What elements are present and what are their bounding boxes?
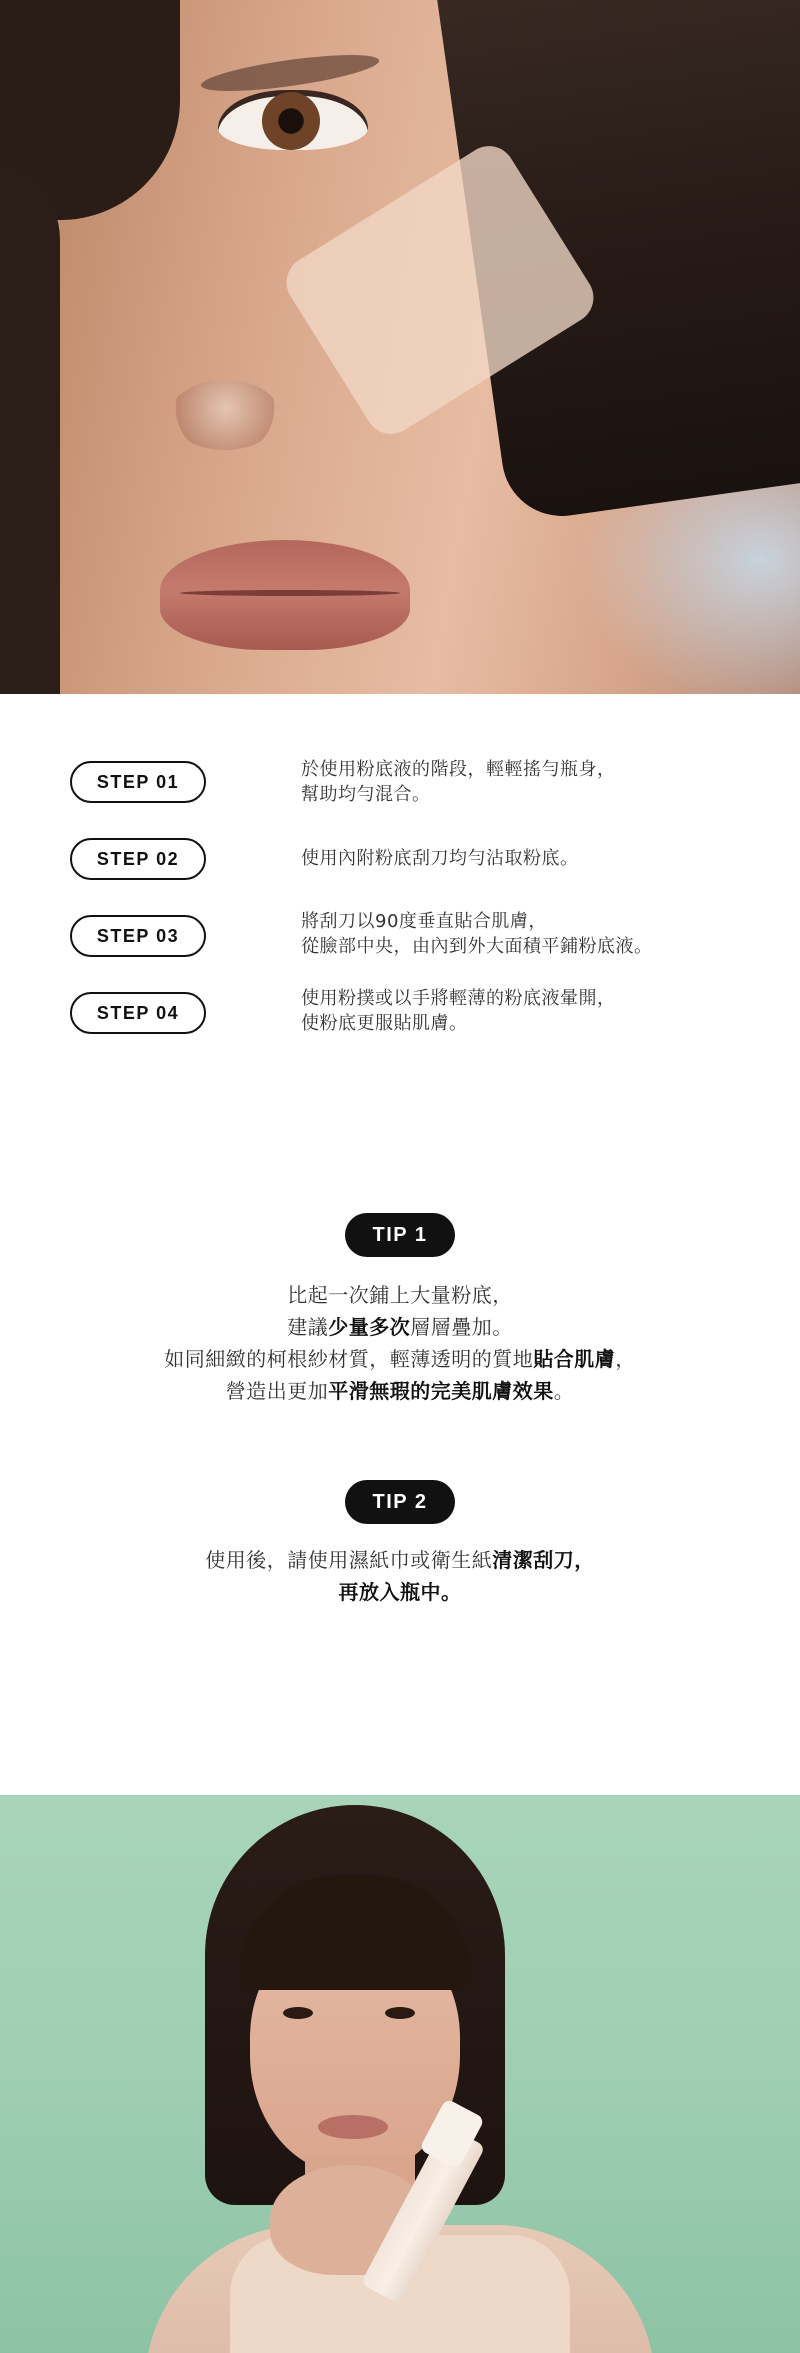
tip-line — [0, 1343, 800, 1375]
tip-emphasis: 少量多次 — [328, 1315, 411, 1339]
tip-text: 如同細緻的柯根紗材質，輕薄透明的質地 — [164, 1347, 534, 1371]
tip-text: 使用後，請使用濕紙巾或衛生紙 — [205, 1548, 493, 1572]
tip-line — [0, 1375, 800, 1407]
step-line: 使粉底更服貼肌膚。 — [301, 1013, 468, 1034]
tip-text: 建議 — [287, 1315, 329, 1339]
step-line: 將刮刀以90度垂直貼合肌膚， — [301, 911, 547, 932]
tip-line — [0, 1544, 800, 1576]
tip-emphasis: 貼合肌膚 — [533, 1347, 616, 1371]
tip-1-text — [0, 1279, 800, 1407]
step-description — [301, 846, 579, 871]
eye — [283, 2007, 313, 2019]
tip-text: 層層疊加。 — [410, 1315, 513, 1339]
hero-photo — [0, 0, 800, 694]
hair-shape — [0, 160, 60, 694]
eye — [385, 2007, 415, 2019]
step-row — [0, 761, 800, 831]
step-line: 於使用粉底液的階段，輕輕搖勻瓶身， — [301, 759, 616, 780]
step-description — [301, 909, 653, 959]
step-badge: STEP 01 — [70, 761, 206, 803]
steps-section — [0, 694, 800, 1164]
step-line: 使用內附粉底刮刀均勻沾取粉底。 — [301, 848, 579, 869]
tip-emphasis: 再放入瓶中。 — [338, 1580, 462, 1604]
step-line: 幫助均勻混合。 — [301, 784, 431, 805]
tip-text: 。 — [553, 1379, 575, 1403]
tip-2-text — [0, 1544, 800, 1608]
tip-emphasis: 清潔刮刀， — [492, 1548, 595, 1572]
tip-line — [0, 1311, 800, 1343]
step-line: 使用粉撲或以手將輕薄的粉底液暈開， — [301, 988, 616, 1009]
step-row — [0, 838, 800, 908]
tip-text: ， — [615, 1347, 636, 1371]
tip-text: 營造出更加 — [225, 1379, 329, 1403]
step-badge: STEP 02 — [70, 838, 206, 880]
step-description — [301, 757, 616, 807]
tip-line — [0, 1576, 800, 1608]
nose — [170, 380, 280, 450]
step-row — [0, 911, 800, 985]
step-badge: STEP 04 — [70, 992, 206, 1034]
tip-badge: TIP 2 — [345, 1480, 455, 1524]
iris — [262, 92, 320, 150]
tips-section — [0, 1164, 800, 1795]
tip-emphasis: 平滑無瑕的完美肌膚效果 — [328, 1379, 554, 1403]
tip-badge: TIP 1 — [345, 1213, 455, 1257]
step-row — [0, 988, 800, 1062]
lips — [318, 2115, 388, 2139]
tip-text: 比起一次鋪上大量粉底， — [287, 1283, 513, 1307]
step-badge: STEP 03 — [70, 915, 206, 957]
lip-line — [180, 590, 400, 596]
tip-line — [0, 1279, 800, 1311]
step-line: 從臉部中央，由內到外大面積平鋪粉底液。 — [301, 936, 653, 957]
model-photo — [0, 1795, 800, 2353]
step-description — [301, 986, 616, 1036]
